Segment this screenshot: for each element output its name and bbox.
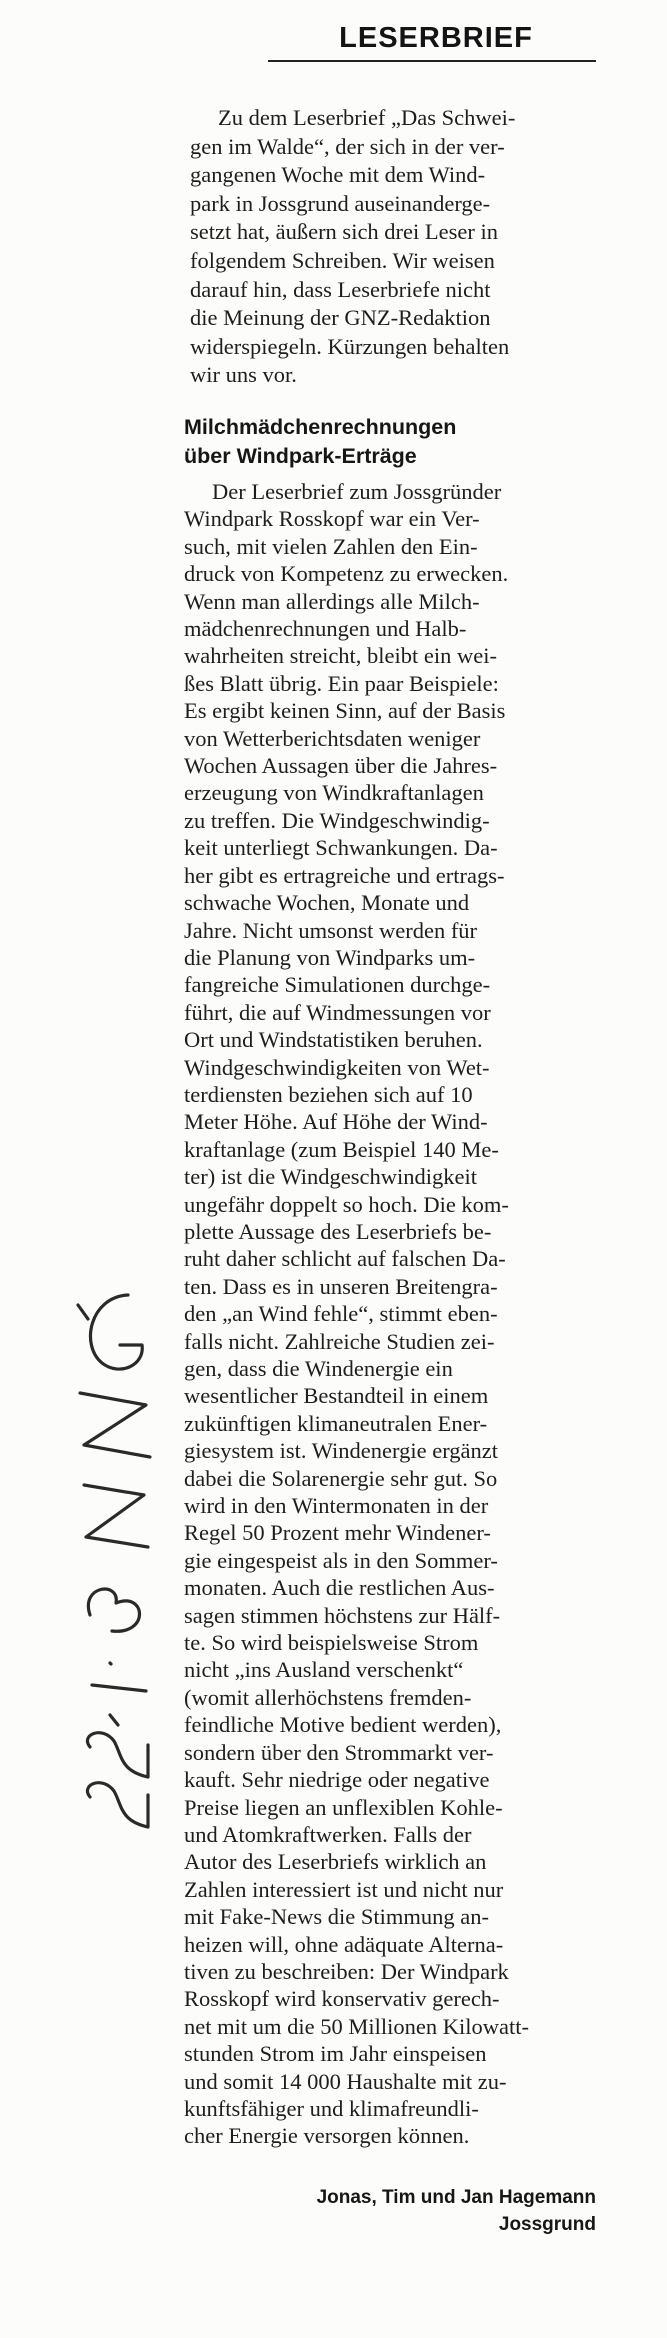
body-line: und Atomkraftwerken. Falls der <box>184 1821 472 1847</box>
body-line: Ort und Windstatistiken beruhen. <box>184 1027 483 1053</box>
body-line: gie eingespeist als in den Sommer- <box>184 1547 498 1573</box>
body-line: fangreiche Simulationen durchge- <box>184 972 491 998</box>
intro-line: Zu dem Leserbrief „Das Schwei- <box>218 105 516 130</box>
body-line: Regel 50 Prozent mehr Windener- <box>184 1520 491 1546</box>
body-line: ter) ist die Windgeschwindigkeit <box>184 1164 477 1190</box>
body-line: her gibt es ertragreiche und ertrags- <box>184 862 505 888</box>
body-line: nicht „ins Ausland verschenkt“ <box>184 1657 464 1683</box>
body-line: mit Fake-News die Stimmung an- <box>184 1904 489 1930</box>
letter-signature <box>184 2184 596 2238</box>
body-line: Meter Höhe. Auf Höhe der Wind- <box>184 1109 488 1135</box>
body-line: schwache Wochen, Monate und <box>184 890 470 916</box>
body-line: tiven zu beschreiben: Der Windpark <box>184 1958 509 1984</box>
body-line: te. So wird beispielsweise Strom <box>184 1630 479 1656</box>
body-line: ßes Blatt übrig. Ein paar Beispiele: <box>184 670 499 696</box>
body-line: such, mit vielen Zahlen den Ein- <box>184 533 478 559</box>
body-line: den „an Wind fehle“, stimmt eben- <box>184 1301 498 1327</box>
body-line: zukünftigen klimaneutralen Ener- <box>184 1410 488 1436</box>
headline-line: über Windpark-Erträge <box>184 444 417 468</box>
letter-headline <box>184 413 594 471</box>
body-line: sondern über den Strommarkt ver- <box>184 1739 494 1765</box>
body-line: druck von Kompetenz zu erwecken. <box>184 561 509 587</box>
intro-line: gangenen Woche mit dem Wind- <box>190 162 486 188</box>
body-line: erzeugung von Windkraftanlagen <box>184 780 484 806</box>
body-line: kraftanlage (zum Beispiel 140 Me- <box>184 1136 499 1162</box>
body-line: Preise liegen an unflexiblen Kohle- <box>184 1794 503 1820</box>
body-line: keit unterliegt Schwankungen. Da- <box>184 835 498 861</box>
handwritten-note-icon <box>50 1285 170 1845</box>
signature-place: Jossgrund <box>498 2214 596 2235</box>
body-line: falls nicht. Zahlreiche Studien zei- <box>184 1328 495 1354</box>
body-line: Windgeschwindigkeiten von Wet- <box>184 1054 490 1080</box>
body-line: net mit um die 50 Millionen Kilowatt- <box>184 2013 529 2039</box>
body-line: gen, dass die Windenergie ein <box>184 1356 453 1381</box>
body-line: monaten. Auch die restlichen Aus- <box>184 1575 495 1601</box>
headline-line: Milchmädchenrechnungen <box>184 415 457 439</box>
body-line: terdiensten beziehen sich auf 10 <box>184 1081 473 1107</box>
intro-line: widerspiegeln. Kürzungen behalten <box>190 333 510 359</box>
body-line: führt, die auf Windmessungen vor <box>184 999 491 1025</box>
body-line: ruht daher schlicht auf falschen Da- <box>184 1246 506 1272</box>
signature-names: Jonas, Tim und Jan Hagemann <box>316 2187 596 2208</box>
intro-line: park in Jossgrund auseinanderge- <box>190 190 491 216</box>
intro-line: setzt hat, äußern sich drei Leser in <box>190 219 499 245</box>
intro-line: gen im Walde“, der sich in der ver- <box>190 133 505 159</box>
body-line: zu treffen. Die Windgeschwindig- <box>184 807 490 833</box>
body-line: Der Leserbrief zum Jossgründer <box>212 479 502 504</box>
editorial-intro <box>190 104 595 390</box>
body-line: Jahre. Nicht umsonst werden für <box>184 917 478 943</box>
body-line: wird in den Wintermonaten in der <box>184 1493 489 1519</box>
body-line: Es ergibt keinen Sinn, auf der Basis <box>184 698 506 724</box>
body-line: ten. Dass es in unseren Breitengra- <box>184 1273 498 1299</box>
heading-underline <box>268 60 596 62</box>
body-line: die Planung von Windparks um- <box>184 944 476 970</box>
body-line: giesystem ist. Windenergie ergänzt <box>184 1438 499 1464</box>
body-line: kunftsfähiger und klimafreundli- <box>184 2095 479 2121</box>
body-line: feindliche Motive bedient werden), <box>184 1712 502 1738</box>
letter-body <box>184 478 596 2150</box>
body-line: stunden Strom im Jahr einspeisen <box>184 2041 487 2067</box>
body-line: cher Energie versorgen können. <box>184 2123 470 2149</box>
body-line: Autor des Leserbriefs wirklich an <box>184 1849 487 1875</box>
body-line: (womit allerhöchstens fremden- <box>184 1684 472 1710</box>
body-line: mädchenrechnungen und Halb- <box>184 616 467 642</box>
body-line: Rosskopf wird konservativ gerech- <box>184 1986 500 2012</box>
intro-line: folgendem Schreiben. Wir weisen <box>190 247 495 273</box>
body-line: plette Aussage des Leserbriefs be- <box>184 1218 492 1244</box>
intro-line: die Meinung der GNZ-Redaktion <box>190 305 491 331</box>
body-line: wesentlicher Bestandteil in einem <box>184 1383 489 1409</box>
body-line: ungefähr doppelt so hoch. Die kom- <box>184 1191 509 1217</box>
body-line: von Wetterberichtsdaten weniger <box>184 725 481 751</box>
body-line: Wochen Aussagen über die Jahres- <box>184 753 498 779</box>
intro-line: wir uns vor. <box>190 362 297 388</box>
body-line: kauft. Sehr niedrige oder negative <box>184 1767 490 1793</box>
body-line: und somit 14 000 Haushalte mit zu- <box>184 2068 507 2094</box>
body-line: Wenn man allerdings alle Milch- <box>184 588 480 614</box>
body-line: Windpark Rosskopf war ein Ver- <box>184 506 480 532</box>
intro-line: darauf hin, dass Leserbriefe nicht <box>190 276 491 302</box>
body-line: sagen stimmen höchstens zur Hälf- <box>184 1602 501 1628</box>
section-heading: LESERBRIEF <box>339 22 533 54</box>
handwriting-drawing <box>50 1285 170 1845</box>
body-line: wahrheiten streicht, bleibt ein wei- <box>184 643 498 669</box>
body-line: heizen will, ohne adäquate Alterna- <box>184 1931 504 1957</box>
body-line: dabei die Solarenergie sehr gut. So <box>184 1465 498 1491</box>
body-line: Zahlen interessiert ist und nicht nur <box>184 1876 504 1902</box>
